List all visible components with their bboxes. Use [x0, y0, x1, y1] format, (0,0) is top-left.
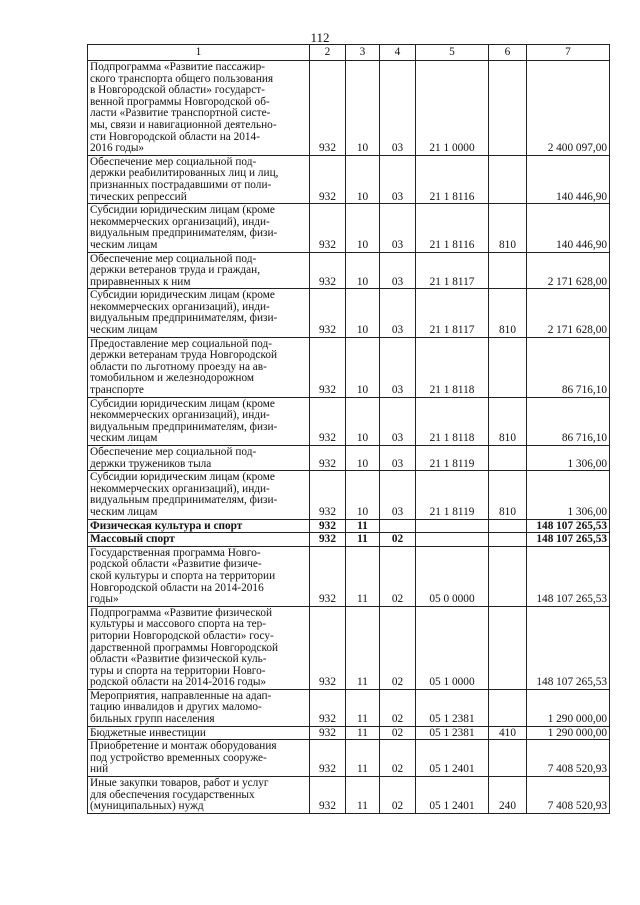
row-cell-col-4: 02 — [380, 533, 416, 547]
row-cell-col-3: 10 — [346, 397, 380, 445]
table-row — [88, 471, 610, 519]
table-row — [88, 740, 610, 777]
row-name-cell — [88, 61, 310, 156]
row-name-cell — [88, 446, 310, 471]
row-cell-col-4: 03 — [380, 61, 416, 156]
table-row — [88, 726, 610, 740]
row-cell-col-4: 02 — [380, 740, 416, 777]
row-cell-col-7: 7 408 520,93 — [527, 777, 610, 814]
row-cell-col-6 — [489, 446, 527, 471]
row-cell-col-4: 03 — [380, 337, 416, 397]
row-cell-col-7: 148 107 265,53 — [527, 533, 610, 547]
row-cell-col-6 — [489, 337, 527, 397]
row-name-cell — [88, 204, 310, 252]
row-cell-col-2: 932 — [310, 726, 346, 740]
row-cell-col-7: 140 446,90 — [527, 204, 610, 252]
row-cell-col-3: 11 — [346, 726, 380, 740]
row-cell-col-6 — [489, 533, 527, 547]
table-row — [88, 155, 610, 203]
row-cell-col-6: 810 — [489, 397, 527, 445]
row-cell-col-5: 05 1 2381 — [416, 689, 489, 726]
row-cell-col-7: 2 171 628,00 — [527, 252, 610, 289]
row-cell-col-5: 21 1 8119 — [416, 471, 489, 519]
row-name-cell — [88, 606, 310, 689]
row-cell-col-5: 05 1 0000 — [416, 606, 489, 689]
row-name-cell — [88, 289, 310, 337]
row-cell-col-3: 10 — [346, 337, 380, 397]
row-cell-col-6: 410 — [489, 726, 527, 740]
table-row — [88, 519, 610, 533]
row-cell-col-5: 21 1 8118 — [416, 337, 489, 397]
header-row — [88, 45, 610, 61]
table-row — [88, 777, 610, 814]
table-row — [88, 397, 610, 445]
row-cell-col-2: 932 — [310, 606, 346, 689]
header-col-7: 7 — [527, 45, 610, 61]
row-cell-col-2: 932 — [310, 689, 346, 726]
budget-table — [87, 44, 610, 814]
row-cell-col-5: 21 1 8116 — [416, 204, 489, 252]
row-name-cell — [88, 546, 310, 606]
table-row — [88, 61, 610, 156]
page-number: 112 — [310, 30, 330, 45]
row-cell-col-6 — [489, 252, 527, 289]
row-name-cell — [88, 533, 310, 547]
row-cell-col-4: 02 — [380, 777, 416, 814]
row-cell-col-7: 86 716,10 — [527, 337, 610, 397]
table-row — [88, 337, 610, 397]
row-cell-col-6 — [489, 519, 527, 533]
row-cell-col-5: 21 1 8118 — [416, 397, 489, 445]
header-col-1: 1 — [88, 45, 310, 61]
row-cell-col-5: 05 1 2381 — [416, 726, 489, 740]
row-cell-col-6: 810 — [489, 204, 527, 252]
row-cell-col-2: 932 — [310, 740, 346, 777]
row-name-cell — [88, 471, 310, 519]
row-cell-col-5: 05 1 2401 — [416, 777, 489, 814]
row-cell-col-5: 21 1 8119 — [416, 446, 489, 471]
row-name-text: Субсидии юридическим лицам (кроме некоммерческих организаций), инди- видуальным предпринимателям, физи- ческим лицам — [90, 397, 278, 445]
row-name-text: Подпрограмма «Развитие физической культуры и массового спорта на тер- ритории Новгородской области» госу- дарственной программы Новгородской области «Развитие физической куль- туры и спорта на территории Новго- родской области на 2014-2016 годы» — [90, 606, 279, 689]
row-name-text: Физическая культура и спорт — [90, 519, 243, 532]
row-cell-col-3: 10 — [346, 289, 380, 337]
row-cell-col-4: 02 — [380, 726, 416, 740]
row-cell-col-6 — [489, 546, 527, 606]
row-cell-col-5 — [416, 533, 489, 547]
table-row — [88, 546, 610, 606]
row-cell-col-2: 932 — [310, 533, 346, 547]
row-cell-col-7: 1 306,00 — [527, 471, 610, 519]
table-row — [88, 533, 610, 547]
row-name-cell — [88, 397, 310, 445]
row-cell-col-6 — [489, 740, 527, 777]
row-cell-col-4: 03 — [380, 252, 416, 289]
row-cell-col-3: 11 — [346, 606, 380, 689]
row-name-cell — [88, 740, 310, 777]
row-cell-col-4 — [380, 519, 416, 533]
row-cell-col-5: 21 1 8117 — [416, 252, 489, 289]
row-name-text: Подпрограмма «Развитие пассажир- ского транспорта общего пользования в Новгородской области» государст- венной программы Новгородской об- ласти «Развитие транспортной систе- мы, связи и навигационной деятельно- сти Новгородской области на 2014- 2016 годы» — [90, 61, 277, 155]
row-cell-col-7: 148 107 265,53 — [527, 606, 610, 689]
row-cell-col-5: 05 0 0000 — [416, 546, 489, 606]
row-cell-col-4: 03 — [380, 446, 416, 471]
row-name-text: Государственная программа Новго- родской области «Развитие физиче- ской культуры и спорта на территории Новгородской области на 2014-2016 годы» — [90, 546, 276, 606]
row-cell-col-2: 932 — [310, 777, 346, 814]
row-cell-col-3: 11 — [346, 689, 380, 726]
row-cell-col-3: 10 — [346, 204, 380, 252]
row-name-text: Субсидии юридическим лицам (кроме некоммерческих организаций), инди- видуальным предпринимателям, физи- ческим лицам — [90, 471, 278, 518]
row-name-cell — [88, 726, 310, 740]
row-cell-col-2: 932 — [310, 61, 346, 156]
row-cell-col-4: 03 — [380, 155, 416, 203]
row-name-cell — [88, 689, 310, 726]
row-cell-col-4: 02 — [380, 689, 416, 726]
row-cell-col-2: 932 — [310, 397, 346, 445]
table-row — [88, 606, 610, 689]
header-col-3: 3 — [346, 45, 380, 61]
row-cell-col-6 — [489, 689, 527, 726]
row-cell-col-3: 10 — [346, 252, 380, 289]
row-cell-col-6: 810 — [489, 289, 527, 337]
row-cell-col-7: 140 446,90 — [527, 155, 610, 203]
row-cell-col-3: 11 — [346, 546, 380, 606]
row-cell-col-7: 1 306,00 — [527, 446, 610, 471]
row-cell-col-7: 148 107 265,53 — [527, 546, 610, 606]
row-name-text: Обеспечение мер социальной под- держки реабилитированных лиц и лиц, признанных пострадавшими от поли- тических репрессий — [90, 155, 279, 203]
row-name-text: Предоставление мер социальной под- держки ветеранам труда Новгородской области по льготному проезду на ав- томобильном и железнодорожном транспорте — [90, 337, 278, 397]
row-name-text: Субсидии юридическим лицам (кроме некоммерческих организаций), инди- видуальным предпринимателям, физи- ческим лицам — [90, 204, 278, 251]
row-cell-col-2: 932 — [310, 289, 346, 337]
row-name-cell — [88, 519, 310, 533]
table-row — [88, 252, 610, 289]
row-cell-col-3: 11 — [346, 519, 380, 533]
header-col-2: 2 — [310, 45, 346, 61]
row-cell-col-4: 03 — [380, 397, 416, 445]
row-cell-col-7: 2 171 628,00 — [527, 289, 610, 337]
row-cell-col-7: 148 107 265,53 — [527, 519, 610, 533]
row-name-text: Обеспечение мер социальной под- держки тружеников тыла — [90, 446, 257, 470]
row-cell-col-2: 932 — [310, 519, 346, 533]
row-cell-col-4: 03 — [380, 471, 416, 519]
row-name-text: Мероприятия, направленные на адап- тацию инвалидов и других маломо- бильных групп населения — [90, 689, 272, 726]
row-cell-col-2: 932 — [310, 252, 346, 289]
table-row — [88, 689, 610, 726]
row-cell-col-6: 240 — [489, 777, 527, 814]
row-cell-col-2: 932 — [310, 204, 346, 252]
row-cell-col-4: 02 — [380, 606, 416, 689]
row-cell-col-6: 810 — [489, 471, 527, 519]
row-cell-col-5: 21 1 8116 — [416, 155, 489, 203]
row-name-text: Массовый спорт — [90, 533, 175, 546]
row-name-text: Иные закупки товаров, работ и услуг для обеспечения государственных (муниципальных) нужд — [90, 777, 269, 813]
row-name-cell — [88, 252, 310, 289]
row-cell-col-7: 1 290 000,00 — [527, 689, 610, 726]
row-cell-col-2: 932 — [310, 337, 346, 397]
row-cell-col-6 — [489, 61, 527, 156]
header-col-6: 6 — [489, 45, 527, 61]
row-cell-col-4: 02 — [380, 546, 416, 606]
row-cell-col-4: 03 — [380, 204, 416, 252]
row-cell-col-2: 932 — [310, 446, 346, 471]
row-name-text: Обеспечение мер социальной под- держки ветеранов труда и граждан, приравненных к ним — [90, 252, 261, 288]
row-cell-col-2: 932 — [310, 155, 346, 203]
row-cell-col-7: 1 290 000,00 — [527, 726, 610, 740]
row-cell-col-3: 11 — [346, 777, 380, 814]
row-cell-col-7: 2 400 097,00 — [527, 61, 610, 156]
row-cell-col-7: 86 716,10 — [527, 397, 610, 445]
header-col-4: 4 — [380, 45, 416, 61]
row-cell-col-3: 10 — [346, 471, 380, 519]
header-col-5: 5 — [416, 45, 489, 61]
row-cell-col-5: 21 1 0000 — [416, 61, 489, 156]
table-row — [88, 289, 610, 337]
row-name-cell — [88, 777, 310, 814]
row-name-text: Субсидии юридическим лицам (кроме некоммерческих организаций), инди- видуальным предпринимателям, физи- ческим лицам — [90, 289, 278, 337]
row-name-text: Приобретение и монтаж оборудования под устройство временных сооруже- ний — [90, 740, 277, 776]
row-cell-col-6 — [489, 606, 527, 689]
row-cell-col-5: 21 1 8117 — [416, 289, 489, 337]
row-cell-col-4: 03 — [380, 289, 416, 337]
table-row — [88, 446, 610, 471]
row-cell-col-5: 05 1 2401 — [416, 740, 489, 777]
row-cell-col-2: 932 — [310, 546, 346, 606]
row-cell-col-7: 7 408 520,93 — [527, 740, 610, 777]
row-name-cell — [88, 155, 310, 203]
row-cell-col-3: 10 — [346, 446, 380, 471]
row-cell-col-3: 10 — [346, 155, 380, 203]
row-cell-col-3: 11 — [346, 740, 380, 777]
row-cell-col-3: 11 — [346, 533, 380, 547]
row-cell-col-5 — [416, 519, 489, 533]
row-name-text: Бюджетные инвестиции — [90, 726, 206, 739]
row-cell-col-2: 932 — [310, 471, 346, 519]
row-name-cell — [88, 337, 310, 397]
row-cell-col-3: 10 — [346, 61, 380, 156]
table-row — [88, 204, 610, 252]
row-cell-col-6 — [489, 155, 527, 203]
